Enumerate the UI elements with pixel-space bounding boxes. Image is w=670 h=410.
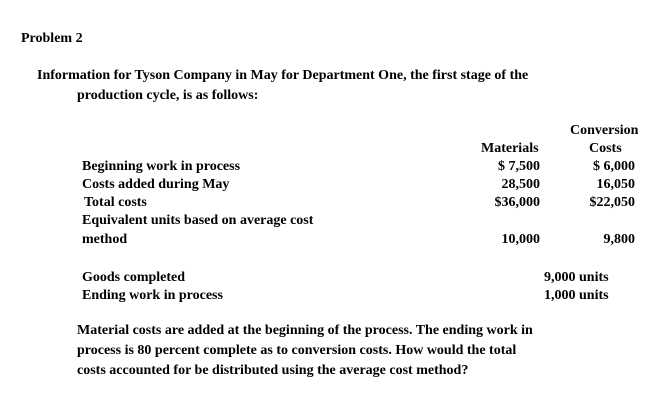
materials-equiv: 10,000 — [501, 232, 540, 247]
row-label-equiv-1: Equivalent units based on average cost — [82, 213, 314, 228]
units-label-ending-wip: Ending work in process — [82, 288, 223, 303]
header-costs: Costs — [589, 141, 622, 156]
conversion-added: 16,050 — [596, 177, 635, 192]
header-materials: Materials — [481, 141, 539, 156]
row-label-total-costs: Total costs — [84, 195, 147, 210]
materials-total: $36,000 — [494, 195, 540, 210]
conversion-beginning: $ 6,000 — [593, 159, 635, 174]
units-value-ending-wip: 1,000 units — [544, 288, 609, 303]
units-value-goods-completed: 9,000 units — [544, 270, 609, 285]
conversion-equiv: 9,800 — [603, 232, 635, 247]
header-conversion: Conversion — [570, 123, 639, 138]
closing-paragraph — [77, 321, 647, 381]
row-label-beginning-wip: Beginning work in process — [82, 159, 241, 174]
intro-line-2: production cycle, is as follows: — [77, 88, 259, 103]
row-label-costs-added: Costs added during May — [82, 177, 230, 192]
conversion-total: $22,050 — [589, 195, 635, 210]
closing-line-1: Material costs are added at the beginning of the process. The ending work in — [77, 323, 533, 338]
materials-beginning: $ 7,500 — [498, 159, 540, 174]
units-label-goods-completed: Goods completed — [82, 270, 186, 285]
closing-line-2: process is 80 percent complete as to conversion costs. How would the total — [77, 343, 517, 358]
problem-title: Problem 2 — [21, 31, 83, 46]
materials-added: 28,500 — [501, 177, 540, 192]
row-label-equiv-2: method — [82, 232, 128, 247]
intro-line-1: Information for Tyson Company in May for Department One, the first stage of the — [37, 68, 529, 83]
closing-line-3: costs accounted for be distributed using the average cost method? — [77, 363, 469, 378]
